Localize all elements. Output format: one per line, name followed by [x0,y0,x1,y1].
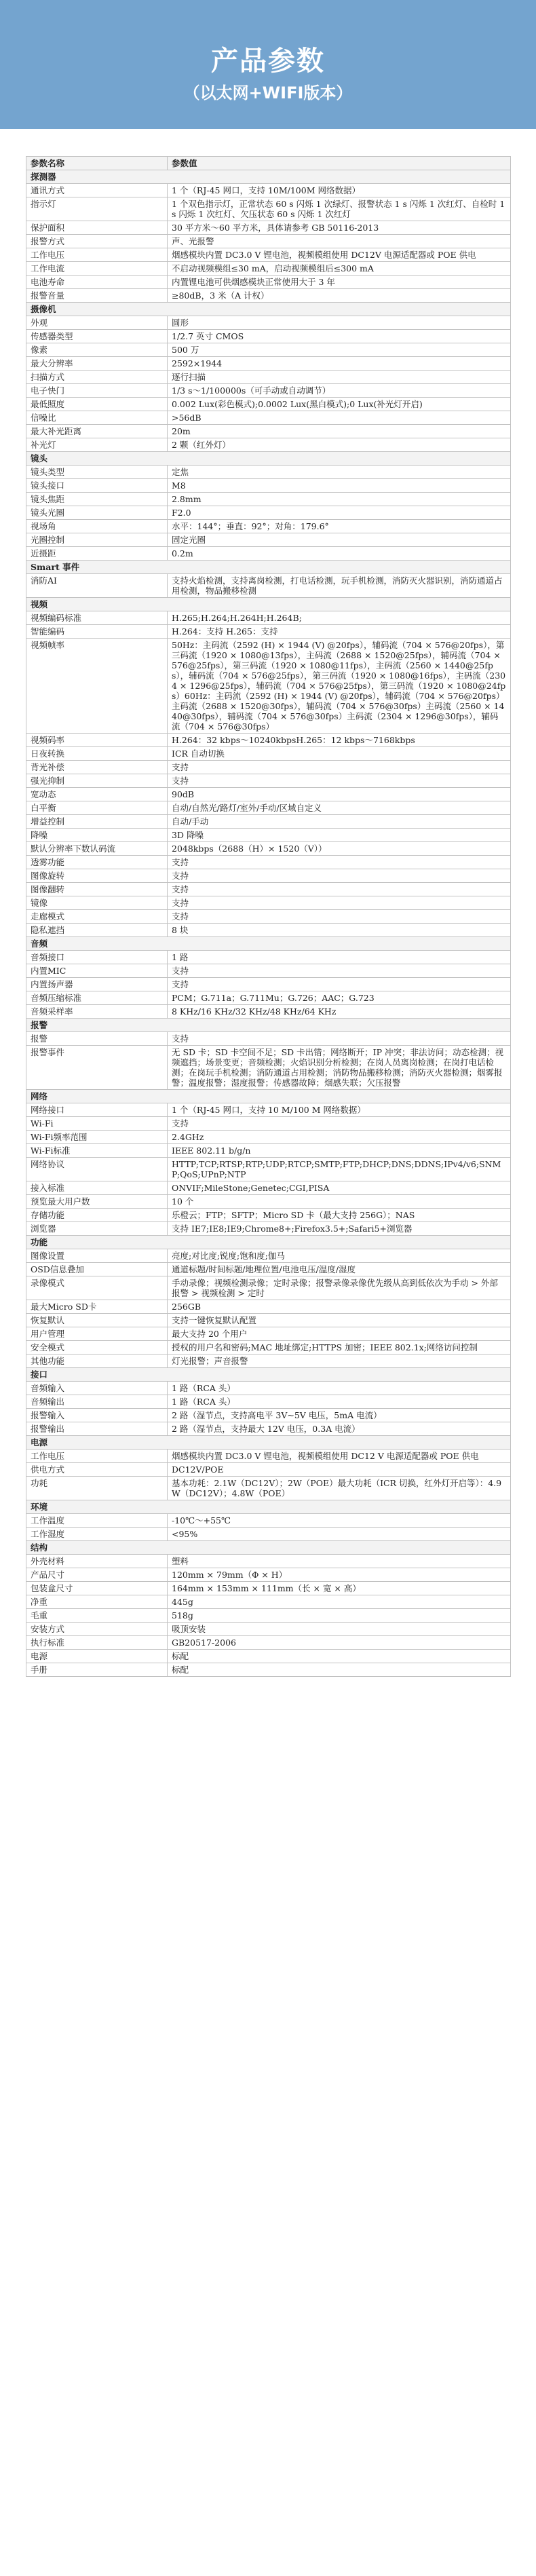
param-name: 录像模式 [26,1276,168,1300]
param-name: 走廊模式 [26,910,168,924]
param-name: 保护面积 [26,221,168,235]
param-name: 执行标准 [26,1636,168,1650]
table-row [26,747,511,761]
param-value: 自动/自然光/路灯/室外/手动/区域自定义 [168,801,511,815]
param-value: 1 路（RCA 头） [168,1395,511,1409]
param-name: 隐私遮挡 [26,924,168,937]
table-row [26,951,511,964]
section-row [26,452,511,466]
section-row [26,1019,511,1032]
param-name: 内置MIC [26,964,168,978]
table-row [26,276,511,289]
param-value: 支持 [168,761,511,774]
param-value: GB20517-2006 [168,1636,511,1650]
table-row [26,1355,511,1368]
param-value: 8 KHz/16 KHz/32 KHz/48 KHz/64 KHz [168,1005,511,1019]
param-value: 1 路（RCA 头） [168,1382,511,1395]
param-name: 电子快门 [26,384,168,398]
param-value: 30 平方米～60 平方米，具体请参考 GB 50116-2013 [168,221,511,235]
param-name: 外观 [26,316,168,330]
param-value: ONVIF;MileStone;Genetec;CGI,PISA [168,1181,511,1195]
param-value: 90dB [168,788,511,801]
section-title: 摄像机 [26,303,511,316]
table-row [26,1395,511,1409]
section-title: 电源 [26,1436,511,1450]
section-row [26,170,511,184]
table-row [26,639,511,734]
param-value: 支持 [168,883,511,896]
table-row [26,991,511,1005]
table-row [26,184,511,197]
table-row [26,1209,511,1222]
param-value: IEEE 802.11 b/g/n [168,1144,511,1158]
param-value: 2048kbps（2688（H）× 1520（V）） [168,842,511,856]
param-name: 报警音量 [26,289,168,303]
param-name: 镜头光圈 [26,506,168,520]
table-row [26,1477,511,1500]
table-row [26,357,511,371]
param-name: 指示灯 [26,197,168,221]
param-name: 像素 [26,343,168,357]
table-row [26,1046,511,1090]
table-row [26,1300,511,1314]
param-value: 声、光报警 [168,235,511,248]
section-row [26,1541,511,1555]
table-row [26,1463,511,1477]
param-value: 2.4GHz [168,1131,511,1144]
param-value: ICR 自动切换 [168,747,511,761]
param-name: 报警输出 [26,1422,168,1436]
param-name: 视场角 [26,520,168,533]
section-row [26,1236,511,1249]
param-value: M8 [168,479,511,493]
param-name: 浏览器 [26,1222,168,1236]
param-name: 图像翻转 [26,883,168,896]
param-name: 最大补光距离 [26,425,168,438]
section-row [26,1500,511,1514]
table-row [26,801,511,815]
param-name: 产品尺寸 [26,1568,168,1582]
section-title: 镜头 [26,452,511,466]
param-value: 120mm × 79mm（Φ × H） [168,1568,511,1582]
param-name: 增益控制 [26,815,168,829]
table-row [26,1555,511,1568]
param-value: 256GB [168,1300,511,1314]
table-row [26,1314,511,1327]
param-value: 10 个 [168,1195,511,1209]
param-value: 烟感模块内置 DC3.0 V 锂电池，视频模组使用 DC12V 电源适配器或 POE 供电 [168,248,511,262]
section-title: 结构 [26,1541,511,1555]
param-value: 500 万 [168,343,511,357]
param-value: ≥80dB，3 米（A 计权） [168,289,511,303]
param-value: 基本功耗：2.1W（DC12V）；2W（POE）最大功耗（ICR 切换，红外灯开启等）：4.9W（DC12V）；4.8W（POE） [168,1477,511,1500]
section-title: 环境 [26,1500,511,1514]
param-name: 安装方式 [26,1623,168,1636]
param-name: 内置扬声器 [26,978,168,991]
param-value: 2 路（湿节点，支持高电平 3V~5V 电压，5mA 电流） [168,1409,511,1422]
table-row [26,411,511,425]
param-name: 功耗 [26,1477,168,1500]
param-name: 音频输入 [26,1382,168,1395]
section-row [26,303,511,316]
param-name: 报警事件 [26,1046,168,1090]
param-name: 近摄距 [26,547,168,561]
param-name: 工作湿度 [26,1528,168,1541]
section-title: Smart 事件 [26,561,511,574]
spec-table-container [26,156,510,1677]
param-name: 电源 [26,1650,168,1663]
param-value: 不启动视频模组≤30 mA，启动视频模组后≤300 mA [168,262,511,276]
param-name: 接入标准 [26,1181,168,1195]
param-name: 音频接口 [26,951,168,964]
param-value: 吸顶安装 [168,1623,511,1636]
table-row [26,384,511,398]
param-value: HTTP;TCP;RTSP;RTP;UDP;RTCP;SMTP;FTP;DHCP;DNS;DDNS;IPv4/v6;SNMP;QoS;UPnP;NTP [168,1158,511,1181]
param-name: 其他功能 [26,1355,168,1368]
table-row [26,1663,511,1677]
param-value: 标配 [168,1650,511,1663]
table-row [26,1422,511,1436]
param-name: 光圈控制 [26,533,168,547]
param-value: 支持 [168,964,511,978]
table-row [26,1528,511,1541]
param-name: Wi-Fi标准 [26,1144,168,1158]
table-row [26,869,511,883]
table-row [26,774,511,788]
param-name: 网络协议 [26,1158,168,1181]
param-name: 信噪比 [26,411,168,425]
param-name: 图像旋转 [26,869,168,883]
table-row [26,734,511,747]
param-name: 音频采样率 [26,1005,168,1019]
section-title: 功能 [26,1236,511,1249]
param-name: 最大Micro SD卡 [26,1300,168,1314]
param-value: 445g [168,1595,511,1609]
param-value: 自动/手动 [168,815,511,829]
param-name: 外壳材料 [26,1555,168,1568]
param-name: 镜像 [26,896,168,910]
param-name: 报警 [26,1032,168,1046]
table-row [26,1327,511,1341]
param-value: 2.8mm [168,493,511,506]
table-row [26,235,511,248]
table-row [26,343,511,357]
param-name: 手册 [26,1663,168,1677]
param-name: Wi-Fi [26,1117,168,1131]
table-row [26,1263,511,1276]
table-row [26,1623,511,1636]
param-name: 网络接口 [26,1103,168,1117]
param-value: 1/3 s～1/100000s（可手动或自动调节） [168,384,511,398]
table-row [26,761,511,774]
table-row [26,438,511,452]
param-value: 灯光报警；声音报警 [168,1355,511,1368]
param-value: 8 块 [168,924,511,937]
param-value: >56dB [168,411,511,425]
param-name: 降噪 [26,829,168,842]
param-value: 支持 [168,869,511,883]
param-value: DC12V/POE [168,1463,511,1477]
param-value: H.264：支持 H.265：支持 [168,625,511,639]
param-value: 1 个（RJ-45 网口，支持 10 M/100 M 网络数据） [168,1103,511,1117]
param-value: 支持 [168,910,511,924]
param-name: 消防AI [26,574,168,598]
param-name: 报警方式 [26,235,168,248]
param-value: 3D 降噪 [168,829,511,842]
param-name: 视频帧率 [26,639,168,734]
table-row [26,1158,511,1181]
table-row [26,574,511,598]
table-row [26,1450,511,1463]
param-value: 518g [168,1609,511,1623]
section-title: 接口 [26,1368,511,1382]
table-header-row [26,157,511,170]
param-value: 2 颗（红外灯） [168,438,511,452]
table-row [26,788,511,801]
param-value: H.265;H.264;H.264H;H.264B; [168,611,511,625]
param-name: 净重 [26,1595,168,1609]
param-value: 支持 [168,856,511,869]
table-row [26,924,511,937]
table-row [26,910,511,924]
table-row [26,1032,511,1046]
param-value: 50Hz：主码流（2592 (H) × 1944 (V) @20fps），辅码流（704 × 576@20fps），第三码流（1920 × 1080@13fps），主码流（2688 × 1520@25fps），辅码流（704 × 576@25fps），第三码流（1920 × 1080@11fps），主码流（2560 × 1440@25fps），辅码流（704 × 576@25fps），第三码流（1920 × 1080@16fps），主码流（2304 × 1296@25fps），辅码流（704 × 576@25fps），第三码流（1920 × 1080@24fps）60Hz：主码流（2592 (H) × 1944 (V) @20fps），辅码流（704 × 576@20fps）主码流（2688 × 1520@30fps），辅码流（704 × 576@30fps）主码流（2560 × 1440@30fps），辅码流（704 × 576@30fps）主码流（2304 × 1296@30fps），辅码流（704 × 576@30fps） [168,639,511,734]
param-name: 工作温度 [26,1514,168,1528]
param-name: 毛重 [26,1609,168,1623]
section-title: 视频 [26,598,511,611]
section-row [26,561,511,574]
table-row [26,1636,511,1650]
param-name: 最低照度 [26,398,168,411]
param-name: 默认分辨率下数认码流 [26,842,168,856]
table-row [26,978,511,991]
section-row [26,937,511,951]
table-row [26,842,511,856]
table-row [26,493,511,506]
param-name: 传感器类型 [26,330,168,343]
param-value: 支持 IE7;IE8;IE9;Chrome8+;Firefox3.5+;Safari5+浏览器 [168,1222,511,1236]
table-row [26,1650,511,1663]
param-name: 视频码率 [26,734,168,747]
table-row [26,289,511,303]
param-name: 强光抑制 [26,774,168,788]
param-name: 音频输出 [26,1395,168,1409]
param-value: 164mm × 153mm × 111mm（长 × 宽 × 高） [168,1582,511,1595]
page-subtitle: （以太网+WIFI版本） [183,83,353,102]
param-name: 供电方式 [26,1463,168,1477]
param-name: 日夜转换 [26,747,168,761]
section-title: 报警 [26,1019,511,1032]
table-row [26,1582,511,1595]
header-param-value: 参数值 [168,157,511,170]
param-name: 视频编码标准 [26,611,168,625]
param-value: 标配 [168,1663,511,1677]
param-name: 扫描方式 [26,371,168,384]
param-value: PCM；G.711a；G.711Mu；G.726；AAC；G.723 [168,991,511,1005]
param-value: 1/2.7 英寸 CMOS [168,330,511,343]
param-value: 0.2m [168,547,511,561]
table-row [26,1195,511,1209]
table-row [26,829,511,842]
table-row [26,611,511,625]
param-name: 工作电压 [26,248,168,262]
param-name: 镜头焦距 [26,493,168,506]
param-value: 授权的用户名和密码;MAC 地址绑定;HTTPS 加密；IEEE 802.1x;网络访问控制 [168,1341,511,1355]
param-value: 支持 [168,774,511,788]
param-value: F2.0 [168,506,511,520]
param-name: 用户管理 [26,1327,168,1341]
param-value: 逐行扫描 [168,371,511,384]
table-row [26,371,511,384]
section-row [26,1368,511,1382]
table-row [26,1131,511,1144]
table-row [26,1144,511,1158]
header-banner [0,0,536,129]
param-name: 最大分辨率 [26,357,168,371]
section-title: 网络 [26,1090,511,1103]
table-row [26,248,511,262]
section-row [26,1090,511,1103]
section-row [26,1436,511,1450]
param-value: 支持 [168,978,511,991]
param-value: 支持 [168,1032,511,1046]
param-name: 恢复默认 [26,1314,168,1327]
param-value: 最大支持 20 个用户 [168,1327,511,1341]
param-value: 2 路（湿节点，支持最大 12V 电压，0.3A 电流） [168,1422,511,1436]
param-value: 1 路 [168,951,511,964]
param-name: 通讯方式 [26,184,168,197]
param-value: 1 个双色指示灯，正常状态 60 s 闪烁 1 次绿灯、报警状态 1 s 闪烁 1 次红灯、自检时 1 s 闪烁 1 次红灯、欠压状态 60 s 闪烁 1 次红灯 [168,197,511,221]
param-name: 音频压缩标准 [26,991,168,1005]
param-value: 通道标题/时间标题/地理位置/电池电压/温度/湿度 [168,1263,511,1276]
table-row [26,506,511,520]
param-value: 2592×1944 [168,357,511,371]
table-row [26,533,511,547]
table-row [26,1341,511,1355]
param-value: 乐橙云；FTP；SFTP；Micro SD 卡（最大支持 256G）；NAS [168,1209,511,1222]
param-name: 白平衡 [26,801,168,815]
table-row [26,1103,511,1117]
table-row [26,547,511,561]
table-row [26,1005,511,1019]
table-row [26,197,511,221]
table-row [26,625,511,639]
param-value: 支持一键恢复默认配置 [168,1314,511,1327]
table-row [26,1568,511,1582]
table-row [26,398,511,411]
param-value: 圆形 [168,316,511,330]
param-name: 工作电压 [26,1450,168,1463]
param-value: 亮度;对比度;锐度;饱和度;伽马 [168,1249,511,1263]
param-value: 支持火焰检测，支持离岗检测，打电话检测，玩手机检测，消防灭火器识别，消防通道占用检测，物品搬移检测 [168,574,511,598]
table-row [26,896,511,910]
param-name: 存储功能 [26,1209,168,1222]
param-name: 镜头接口 [26,479,168,493]
table-row [26,466,511,479]
table-row [26,1382,511,1395]
table-row [26,883,511,896]
param-value: 水平：144°；垂直：92°；对角：179.6° [168,520,511,533]
section-title: 探测器 [26,170,511,184]
section-row [26,598,511,611]
table-row [26,1222,511,1236]
table-row [26,425,511,438]
table-row [26,1514,511,1528]
table-row [26,1609,511,1623]
page-title: 产品参数 [211,45,325,77]
param-value: 烟感模块内置 DC3.0 V 锂电池，视频模组使用 DC12 V 电源适配器或 POE 供电 [168,1450,511,1463]
param-name: 补光灯 [26,438,168,452]
param-value: 内置锂电池可供烟感模块正常使用大于 3 年 [168,276,511,289]
param-value: 20m [168,425,511,438]
param-value: 支持 [168,1117,511,1131]
param-value: 定焦 [168,466,511,479]
param-name: 宽动态 [26,788,168,801]
param-name: OSD信息叠加 [26,1263,168,1276]
table-row [26,856,511,869]
section-title: 音频 [26,937,511,951]
param-value: -10℃～+55℃ [168,1514,511,1528]
param-name: 电池寿命 [26,276,168,289]
param-name: 图像设置 [26,1249,168,1263]
table-row [26,1276,511,1300]
table-row [26,964,511,978]
param-name: 预览最大用户数 [26,1195,168,1209]
table-row [26,1181,511,1195]
param-value: H.264：32 kbps～10240kbpsH.265：12 kbps～7168kbps [168,734,511,747]
param-value: 支持 [168,896,511,910]
table-row [26,1595,511,1609]
table-row [26,221,511,235]
table-row [26,1409,511,1422]
table-row [26,316,511,330]
param-value: 固定光圈 [168,533,511,547]
table-row [26,520,511,533]
spec-table [26,156,511,1677]
param-value: 1 个（RJ-45 网口，支持 10M/100M 网络数据） [168,184,511,197]
table-row [26,330,511,343]
table-row [26,479,511,493]
param-value: 手动录像；视频检测录像；定时录像；报警录像录像优先级从高到低依次为手动 > 外部报警 > 视频检测 > 定时 [168,1276,511,1300]
param-name: Wi-Fi频率范围 [26,1131,168,1144]
param-value: 塑料 [168,1555,511,1568]
table-row [26,262,511,276]
param-value: 0.002 Lux(彩色模式);0.0002 Lux(黑白模式);0 Lux(补光灯开启) [168,398,511,411]
table-row [26,1249,511,1263]
param-value: <95% [168,1528,511,1541]
param-name: 包装盒尺寸 [26,1582,168,1595]
table-row [26,815,511,829]
param-name: 背光补偿 [26,761,168,774]
header-param-name: 参数名称 [26,157,168,170]
param-value: 无 SD 卡；SD 卡空间不足；SD 卡出错；网络断开；IP 冲突；非法访问；动态检测；视频遮挡；场景变更；音频检测；火焰识别分析检测；在岗人员离岗检测；在岗打电话检测；在岗玩手机检测；消防通道占用检测；消防物品搬移检测；消防灭火器检测；烟雾报警；温度报警；湿度报警；传感器故障；烟感失联；欠压报警 [168,1046,511,1090]
param-name: 镜头类型 [26,466,168,479]
param-name: 安全模式 [26,1341,168,1355]
param-name: 报警输入 [26,1409,168,1422]
param-name: 工作电流 [26,262,168,276]
table-row [26,1117,511,1131]
param-name: 透雾功能 [26,856,168,869]
param-name: 智能编码 [26,625,168,639]
